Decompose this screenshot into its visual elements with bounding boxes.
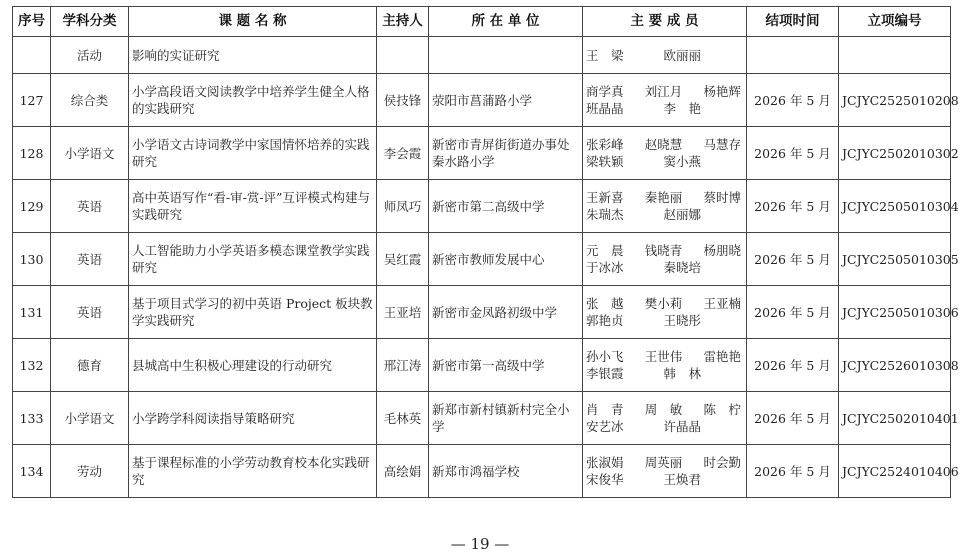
cell-code: JCJYC2525010208: [839, 74, 951, 127]
cell-members: [583, 339, 747, 392]
member-name: 周英丽: [644, 455, 683, 470]
table-row: [13, 127, 951, 180]
cell-unit: [429, 37, 583, 74]
member-name: 张 越: [586, 296, 624, 311]
member-line: [586, 259, 743, 276]
cell-date: 2026 年 5 月: [747, 127, 839, 180]
cell-title: 基于课程标准的小学劳动教育校本化实践研究: [129, 445, 377, 498]
member-name: 李银霞: [586, 366, 624, 381]
cell-title: 小学语文古诗词教学中家国情怀培养的实践研究: [129, 127, 377, 180]
cell-code: JCJYC2502010401: [839, 392, 951, 445]
cell-unit: 新密市教师发展中心: [429, 233, 583, 286]
member-name: 窦小燕: [663, 154, 702, 169]
member-name: 元 晨: [586, 243, 624, 258]
member-name: 陈 柠: [703, 402, 741, 417]
cell-seq: [13, 37, 51, 74]
cell-category: 英语: [51, 286, 129, 339]
cell-date: 2026 年 5 月: [747, 74, 839, 127]
member-name: 赵晓慧: [644, 137, 683, 152]
member-line: [586, 365, 743, 382]
cell-members: [583, 127, 747, 180]
member-name: 欧丽丽: [663, 47, 702, 63]
cell-host: 李会霞: [377, 127, 429, 180]
member-name: 王世伟: [644, 349, 683, 364]
member-name: 许晶晶: [663, 419, 702, 434]
cell-code: JCJYC2524010406: [839, 445, 951, 498]
table-row: [13, 233, 951, 286]
member-name: 安艺冰: [586, 419, 624, 434]
member-name: 王晓彤: [663, 313, 702, 328]
table-row: [13, 37, 951, 74]
cell-category: 英语: [51, 233, 129, 286]
member-name: 商学真: [586, 84, 624, 99]
cell-category: 小学语文: [51, 392, 129, 445]
header-host: 主持人: [377, 7, 429, 37]
member-name: 张彩峰: [586, 137, 624, 152]
table-row: [13, 74, 951, 127]
member-line: [586, 418, 743, 435]
cell-seq: 132: [13, 339, 51, 392]
member-line: [586, 295, 743, 312]
cell-seq: 133: [13, 392, 51, 445]
cell-category: 综合类: [51, 74, 129, 127]
member-line: [586, 189, 743, 206]
member-line: [586, 242, 743, 259]
cell-members: [583, 37, 747, 74]
cell-code: [839, 37, 951, 74]
cell-title: 小学跨学科阅读指导策略研究: [129, 392, 377, 445]
member-line: [586, 401, 743, 418]
cell-date: 2026 年 5 月: [747, 445, 839, 498]
member-line: [586, 100, 743, 117]
cell-seq: 130: [13, 233, 51, 286]
cell-category: 德育: [51, 339, 129, 392]
cell-unit: 新郑市鸿福学校: [429, 445, 583, 498]
cell-date: 2026 年 5 月: [747, 180, 839, 233]
table-header-row: [13, 7, 951, 37]
page-number: — 19 —: [450, 535, 510, 553]
member-name: 宋俊华: [586, 472, 624, 487]
member-name: 王 梁: [586, 47, 624, 63]
cell-host: 高绘娟: [377, 445, 429, 498]
cell-code: JCJYC2502010302: [839, 127, 951, 180]
cell-unit: 新密市第一高级中学: [429, 339, 583, 392]
cell-host: 毛林英: [377, 392, 429, 445]
cell-code: JCJYC2505010305: [839, 233, 951, 286]
cell-title: 基于项目式学习的初中英语 Project 板块教学实践研究: [129, 286, 377, 339]
member-name: 王焕君: [663, 472, 702, 487]
cell-host: 师凤巧: [377, 180, 429, 233]
member-line: [586, 83, 743, 100]
cell-members: [583, 74, 747, 127]
member-name: 秦艳丽: [644, 190, 683, 205]
member-name: 刘江月: [644, 84, 683, 99]
header-seq: 序号: [13, 7, 51, 37]
member-line: [586, 312, 743, 329]
table-row: [13, 339, 951, 392]
member-name: 孙小飞: [586, 349, 624, 364]
header-members: 主 要 成 员: [583, 7, 747, 37]
member-name: 时会勤: [703, 455, 741, 470]
table-row: [13, 445, 951, 498]
member-name: 马慧存: [703, 137, 741, 152]
cell-members: [583, 286, 747, 339]
cell-members: [583, 180, 747, 233]
member-line: [586, 471, 743, 488]
table-body: [13, 37, 959, 498]
member-name: 雷艳艳: [703, 349, 741, 364]
table-row: [13, 180, 951, 233]
table-row: [13, 392, 951, 445]
cell-date: [747, 37, 839, 74]
member-name: 赵丽娜: [663, 207, 702, 222]
header-unit: 所 在 单 位: [429, 7, 583, 37]
header-date: 结项时间: [747, 7, 839, 37]
cell-code: JCJYC2505010306: [839, 286, 951, 339]
cell-category: 小学语文: [51, 127, 129, 180]
member-name: 蔡时博: [703, 190, 741, 205]
cell-title: 高中英语写作“看-审-赏-评”互评模式构建与实践研究: [129, 180, 377, 233]
cell-unit: 荥阳市菖蒲路小学: [429, 74, 583, 127]
cell-seq: 128: [13, 127, 51, 180]
cell-seq: 131: [13, 286, 51, 339]
cell-host: 王亚培: [377, 286, 429, 339]
project-list-table: [12, 6, 959, 498]
member-name: 周 敏: [644, 402, 683, 417]
cell-unit: 新郑市新村镇新村完全小学: [429, 392, 583, 445]
member-line: [586, 454, 743, 471]
cell-seq: 134: [13, 445, 51, 498]
member-name: 钱晓青: [644, 243, 683, 258]
member-name: 班晶晶: [586, 101, 624, 116]
cell-seq: 127: [13, 74, 51, 127]
cell-members: [583, 233, 747, 286]
cell-title: 县城高中生积极心理建设的行动研究: [129, 339, 377, 392]
cell-date: 2026 年 5 月: [747, 233, 839, 286]
cell-host: 吴红霞: [377, 233, 429, 286]
cell-title: 影响的实证研究: [129, 37, 377, 74]
member-name: 王新喜: [586, 190, 624, 205]
member-name: 王亚楠: [703, 296, 741, 311]
member-line: [586, 153, 743, 170]
member-name: 郭艳贞: [586, 313, 624, 328]
member-line: [586, 206, 743, 223]
cell-title: 人工智能助力小学英语多模态课堂教学实践研究: [129, 233, 377, 286]
cell-code: JCJYC2505010304: [839, 180, 951, 233]
header-category: 学科分类: [51, 7, 129, 37]
cell-category: 劳动: [51, 445, 129, 498]
cell-date: 2026 年 5 月: [747, 339, 839, 392]
cell-date: 2026 年 5 月: [747, 392, 839, 445]
member-name: 杨艳辉: [703, 84, 741, 99]
cell-members: [583, 445, 747, 498]
member-name: 于冰冰: [586, 260, 624, 275]
cell-unit: 新密市第二高级中学: [429, 180, 583, 233]
cell-members: [583, 392, 747, 445]
member-name: 樊小莉: [644, 296, 683, 311]
member-name: 杨朋晓: [703, 243, 741, 258]
table-row: [13, 286, 951, 339]
member-name: 张淑娟: [586, 455, 624, 470]
cell-title: 小学高段语文阅读教学中培养学生健全人格的实践研究: [129, 74, 377, 127]
member-name: 梁轶颖: [586, 154, 624, 169]
cell-host: 邢江涛: [377, 339, 429, 392]
member-name: 秦晓培: [663, 260, 702, 275]
member-line: [586, 47, 743, 64]
cell-date: 2026 年 5 月: [747, 286, 839, 339]
member-name: 朱瑞杰: [586, 207, 624, 222]
cell-seq: 129: [13, 180, 51, 233]
cell-unit: 新密市青屏街街道办事处秦水路小学: [429, 127, 583, 180]
member-name: 李 艳: [663, 101, 702, 116]
header-title: 课 题 名 称: [129, 7, 377, 37]
member-line: [586, 136, 743, 153]
cell-host: [377, 37, 429, 74]
member-line: [586, 348, 743, 365]
member-name: 韩 林: [663, 366, 702, 381]
cell-host: 侯技锋: [377, 74, 429, 127]
cell-category: 活动: [51, 37, 129, 74]
cell-unit: 新密市金凤路初级中学: [429, 286, 583, 339]
cell-category: 英语: [51, 180, 129, 233]
cell-code: JCJYC2526010308: [839, 339, 951, 392]
member-name: 肖 青: [586, 402, 624, 417]
header-code: 立项编号: [839, 7, 951, 37]
